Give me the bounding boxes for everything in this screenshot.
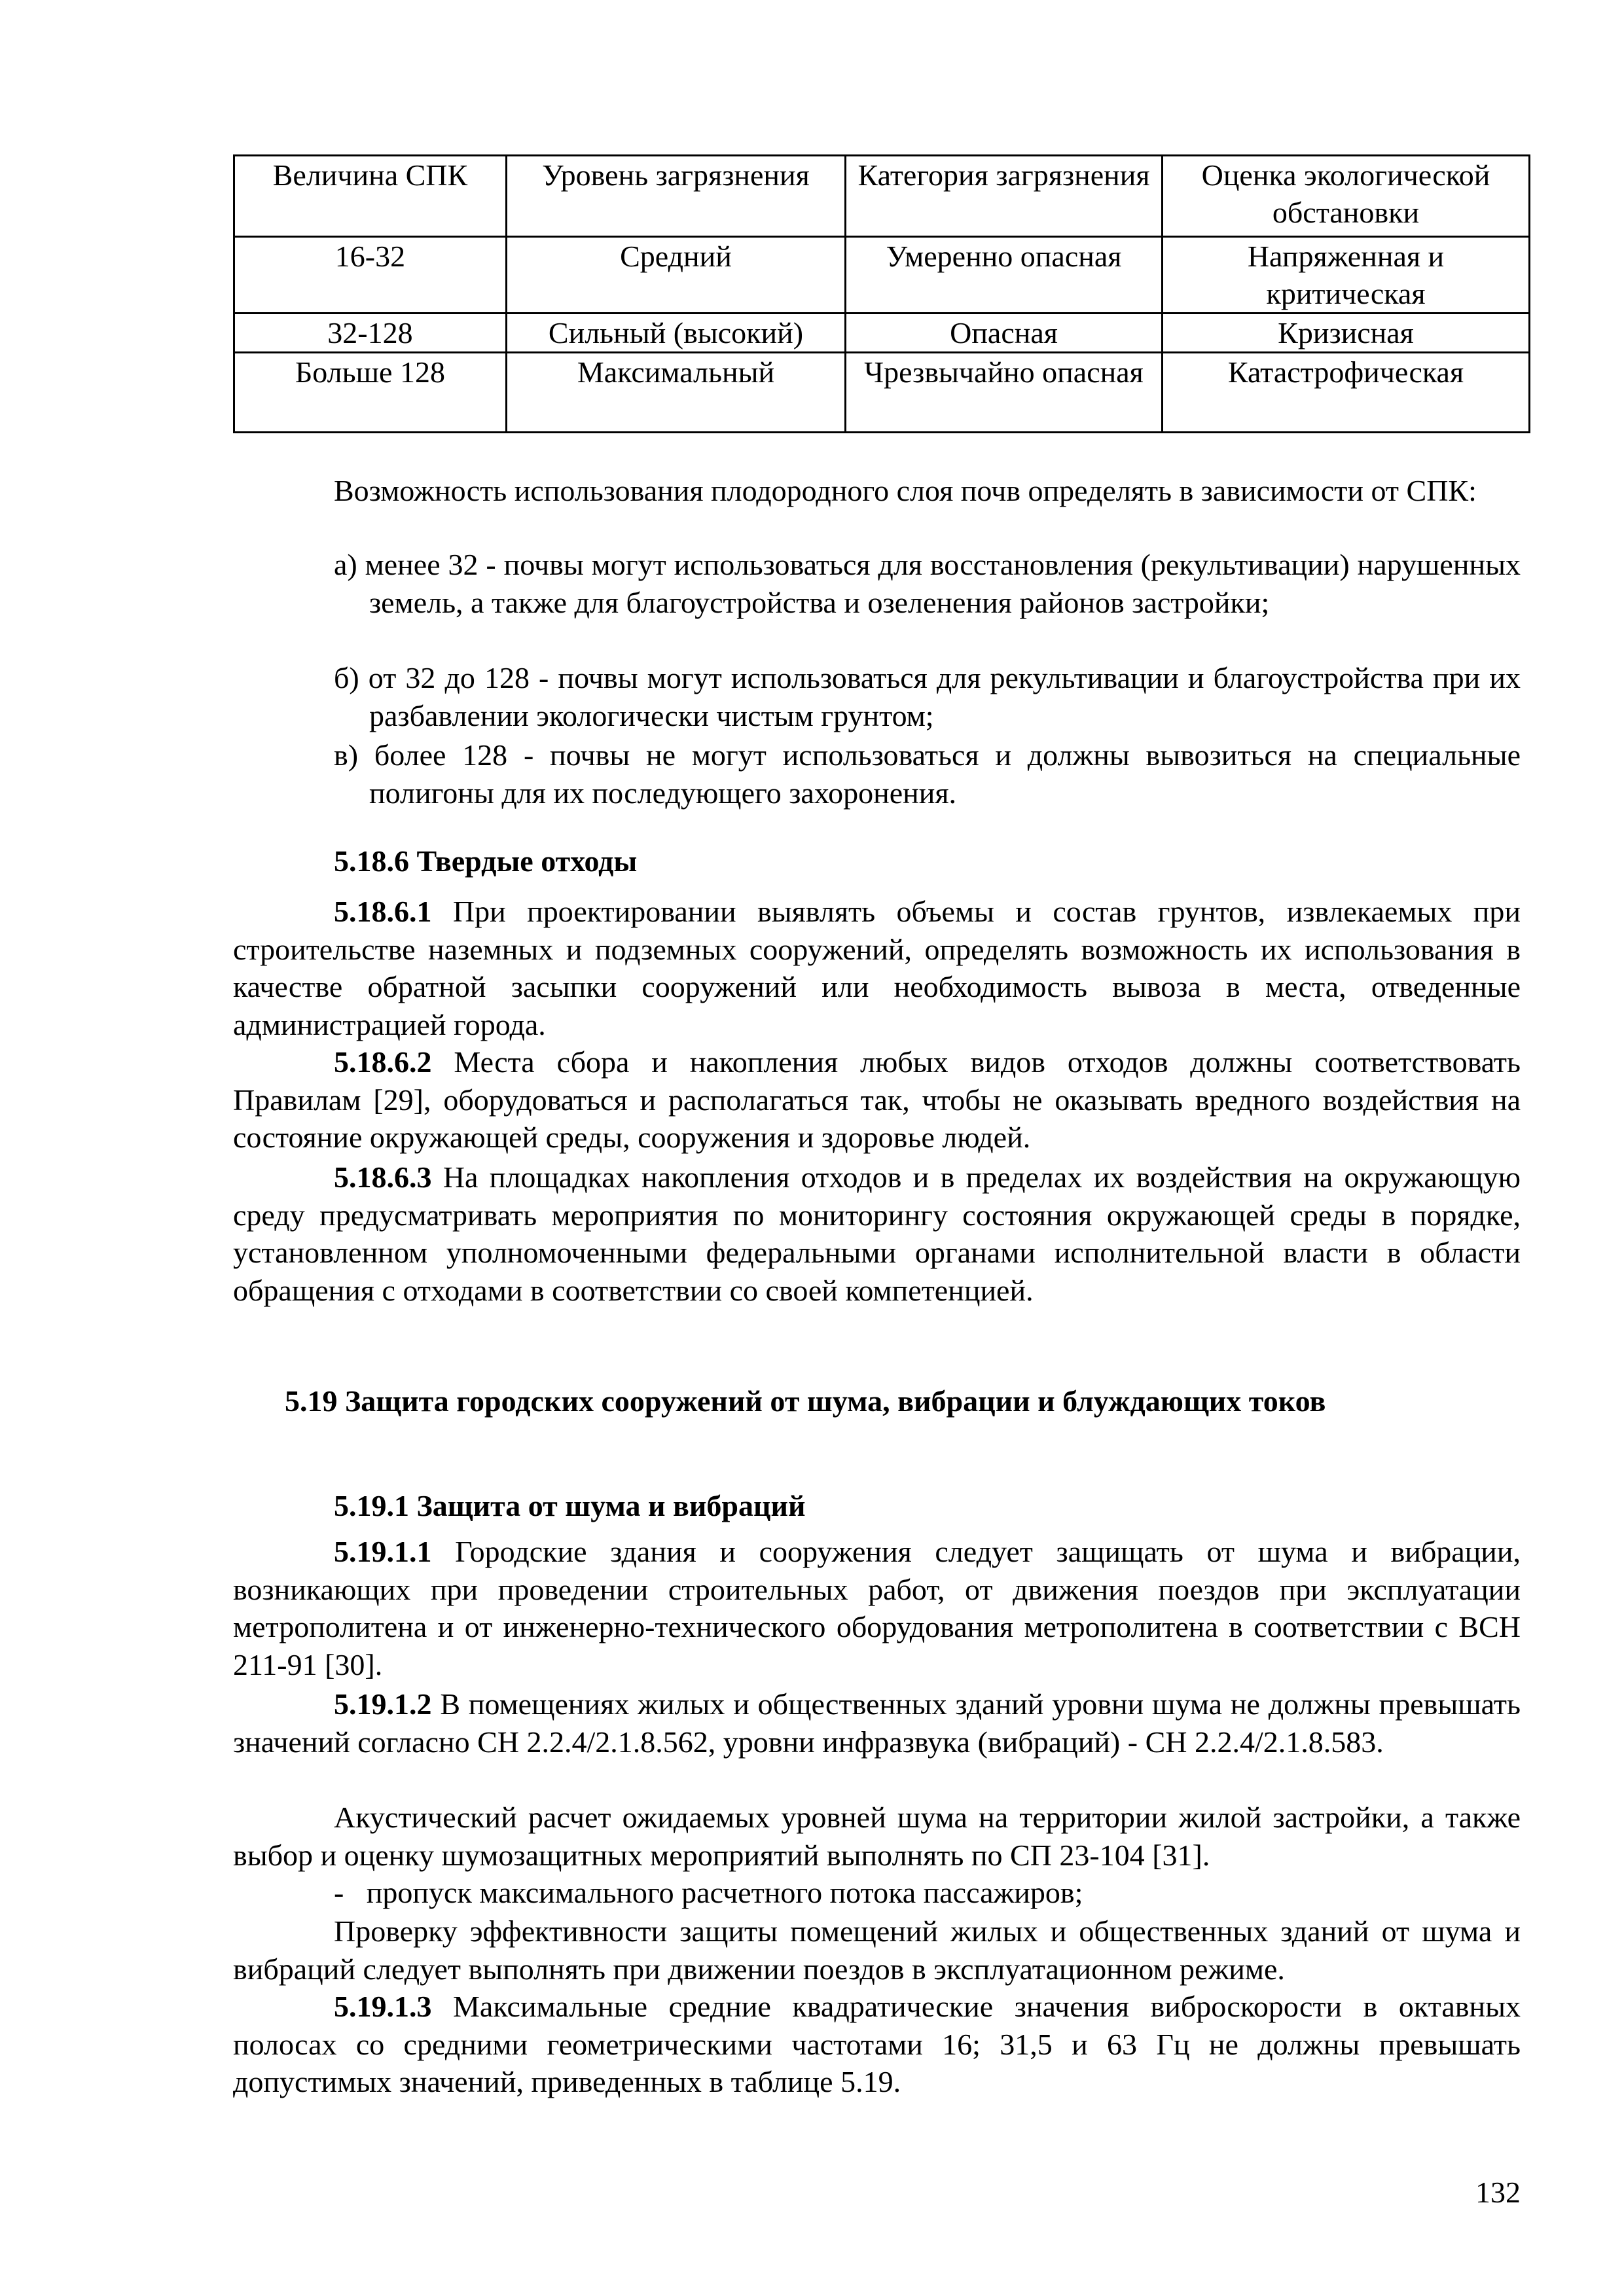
dash-list-item: - пропуск максимального расчетного потока пассажиров; <box>334 1876 1083 1909</box>
clause-number: 5.18.6.3 <box>334 1160 432 1194</box>
list-item: в) более 128 - почвы не могут использоваться и должны вывозиться на специальные полигоны для их последующего захоронения. <box>334 738 1521 810</box>
clause-number: 5.19.1.1 <box>334 1535 432 1568</box>
paragraph-text: Максимальные средние квадратические значения виброскорости в октавных полосах со средними геометрическими частотами 16; 31,5 и 63 Гц не должны превышать допустимых значений, приведенных в таблице 5.19. <box>233 1990 1521 2098</box>
table-cell: Кризисная <box>1162 314 1529 353</box>
table-header: Категория загрязнения <box>846 156 1163 237</box>
table-cell: Чрезвычайно опасная <box>846 353 1163 433</box>
paragraph-text: В помещениях жилых и общественных зданий уровни шума не должны превышать значений согласно СН 2.2.4/2.1.8.562, уровни инфразвука (вибраций) - СН 2.2.4/2.1.8.583. <box>233 1687 1521 1759</box>
table-cell: Больше 128 <box>234 353 507 433</box>
paragraph <box>233 1533 1521 1683</box>
spk-table <box>233 154 1530 433</box>
section-heading: 5.19.1 Защита от шума и вибраций <box>334 1489 806 1522</box>
table-cell: Катастрофическая <box>1162 353 1529 433</box>
table-cell: Средний <box>506 237 845 314</box>
clause-number: 5.19.1.3 <box>334 1990 432 2023</box>
table-cell: Максимальный <box>506 353 845 433</box>
paragraph-text: На площадках накопления отходов и в пределах их воздействия на окружающую среду предусматривать мероприятия по мониторингу состояния окружающей среды в порядке, установленном уполномоченными федеральными органами исполнительной власти в области обращения с отходами в соответствии со своей компетенцией. <box>233 1160 1521 1307</box>
table-header: Величина СПК <box>234 156 507 237</box>
table-row <box>234 314 1530 353</box>
list-item: а) менее 32 - почвы могут использоваться для восстановления (рекультивации) нарушенных земель, а также для благоустройства и озеленения районов застройки; <box>334 548 1521 619</box>
clause-number: 5.18.6.2 <box>334 1045 432 1079</box>
paragraph: Проверку эффективности защиты помещений жилых и общественных зданий от шума и вибраций следует выполнять при движении поездов в эксплуатационном режиме. <box>233 1914 1521 1986</box>
table-header-row <box>234 156 1530 237</box>
chapter-heading: 5.19 Защита городских сооружений от шума, вибрации и блуждающих токов <box>285 1384 1326 1418</box>
paragraph <box>233 1043 1521 1157</box>
table-cell: Опасная <box>846 314 1163 353</box>
paragraph-text: При проектировании выявлять объемы и состав грунтов, извлекаемых при строительстве наземных и подземных сооружений, определять возможность их использования в качестве обратной засыпки сооружений или необходимость вывоза в места, отведенные администрацией города. <box>233 895 1521 1041</box>
table-cell: Сильный (высокий) <box>506 314 845 353</box>
paragraph <box>233 1988 1521 2101</box>
paragraph-text: Места сбора и накопления любых видов отходов должны соответствовать Правилам [29], оборудоваться и располагаться так, чтобы не оказывать вредного воздействия на состояние окружающей среды, сооружения и здоровье людей. <box>233 1045 1521 1154</box>
table-cell: Напряженная и критическая <box>1162 237 1529 314</box>
table-row <box>234 237 1530 314</box>
paragraph <box>233 893 1521 1043</box>
paragraph-text: Городские здания и сооружения следует защищать от шума и вибрации, возникающих при проведении строительных работ, от движения поездов при эксплуатации метрополитена и от инженерно-технического оборудования метрополитена в соответствии с ВСН 211-91 [30]. <box>233 1535 1521 1681</box>
paragraph <box>233 1685 1521 1761</box>
table-header: Уровень загрязнения <box>506 156 845 237</box>
clause-number: 5.18.6.1 <box>334 895 432 928</box>
table-cell: 16-32 <box>234 237 507 314</box>
table-row <box>234 353 1530 433</box>
table-cell: 32-128 <box>234 314 507 353</box>
page-number: 132 <box>1475 2176 1521 2209</box>
list-item: б) от 32 до 128 - почвы могут использоваться для рекультивации и благоустройства при их разбавлении экологически чистым грунтом; <box>334 661 1521 732</box>
table-cell: Умеренно опасная <box>846 237 1163 314</box>
intro-paragraph: Возможность использования плодородного слоя почв определять в зависимости от СПК: <box>334 474 1477 507</box>
paragraph: Акустический расчет ожидаемых уровней шума на территории жилой застройки, а также выбор и оценку шумозащитных мероприятий выполнять по СП 23-104 [31]. <box>233 1801 1521 1872</box>
section-heading: 5.18.6 Твердые отходы <box>334 844 638 878</box>
clause-number: 5.19.1.2 <box>334 1687 432 1721</box>
table-header: Оценка экологической обстановки <box>1162 156 1529 237</box>
paragraph <box>233 1158 1521 1309</box>
